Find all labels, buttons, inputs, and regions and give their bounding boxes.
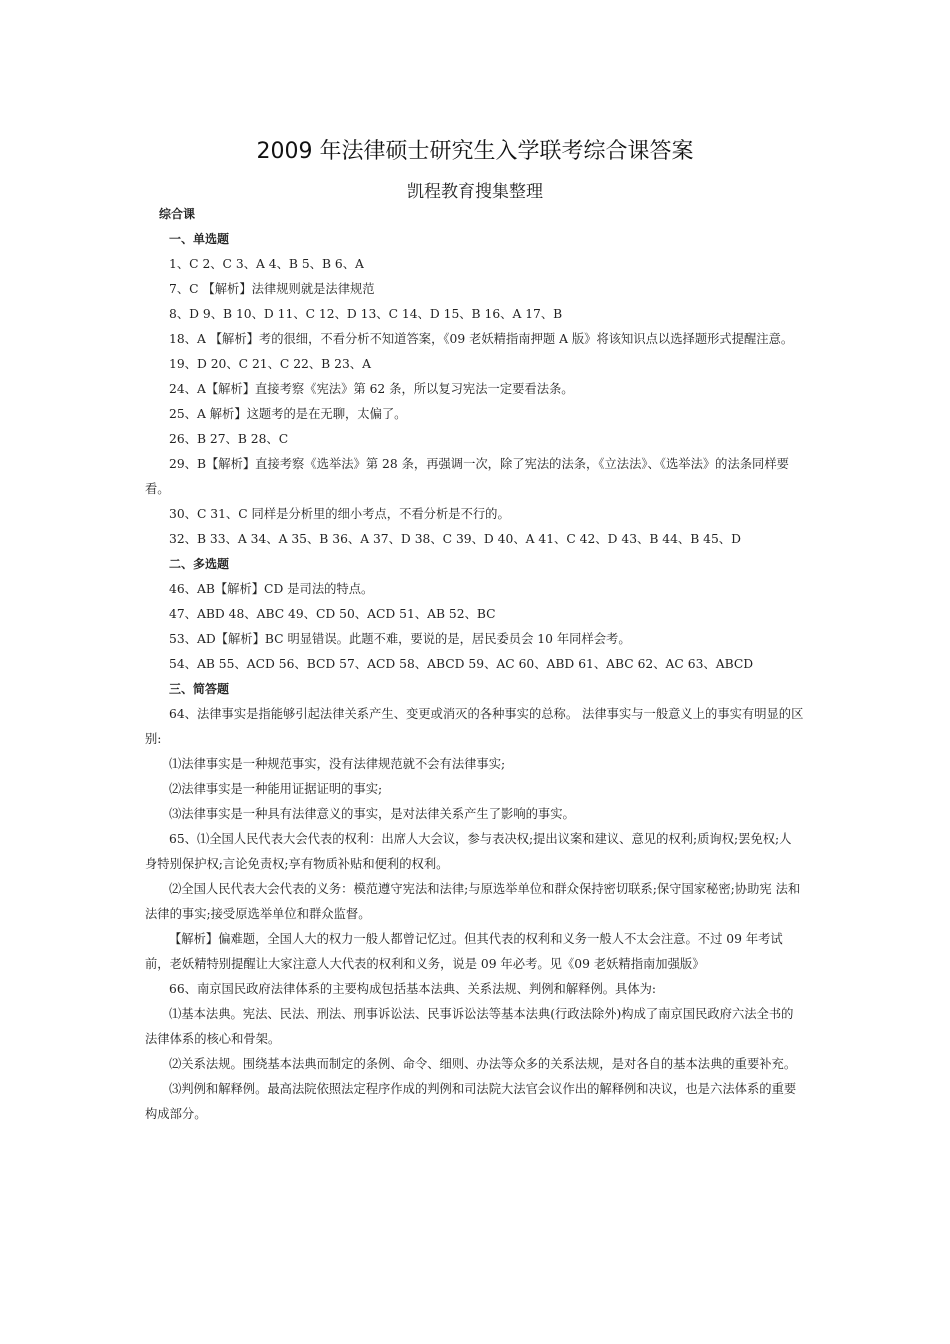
answer-paragraph: 66、南京国民政府法律体系的主要构成包括基本法典、关系法规、判例和解释例。具体为: <box>169 982 657 996</box>
answer-paragraph: ⑵全国人民代表大会代表的义务：模范遵守宪法和法律;与原选举单位和群众保持密切联系;保守国家秘密;协助宪 法和法律的事实;接受原选举单位和群众监督。 <box>145 882 801 921</box>
answer-line: 32、B 33、A 34、A 35、B 36、A 37、D 38、C 39、D 40、A 41、C 42、D 43、B 44、B 45、D <box>169 532 741 546</box>
document-subtitle: 凯程教育搜集整理 <box>407 182 543 202</box>
answer-paragraph: ⑴法律事实是一种规范事实，没有法律规范就不会有法律事实; <box>169 757 506 771</box>
answer-line: 26、B 27、B 28、C <box>169 432 289 446</box>
answer-line: 18、A 【解析】考的很细，不看分析不知道答案，《09 老妖精指南押题 A 版》将该知识点以选择题形式提醒注意。 <box>169 332 794 346</box>
answer-line: 53、AD【解析】BC 明显错误。此题不难，要说的是，居民委员会 10 年同样会考。 <box>169 632 631 646</box>
part3-heading: 三、简答题 <box>169 682 230 696</box>
answer-line: 30、C 31、C 同样是分析里的细小考点，不看分析是不行的。 <box>169 507 510 521</box>
answer-paragraph: ⑶判例和解释例。最高法院依照法定程序作成的判例和司法院大法官会议作出的解释例和决议，也是六法体系的重要 构成部分。 <box>145 1082 797 1121</box>
answer-paragraph: 【解析】偏难题，全国人大的权力一般人都曾记忆过。但其代表的权利和义务一般人不太会注意。不过 09 年考试前，老妖精特别提醒让大家注意人大代表的权利和义务，说是 09 年必考。见《09 老妖精指南加强版》 <box>145 932 783 971</box>
section-heading: 综合课 <box>159 207 196 221</box>
answer-paragraph: 64、法律事实是指能够引起法律关系产生、变更或消灭的各种事实的总称。 法律事实与一般意义上的事实有明显的区别: <box>145 707 804 746</box>
document-body <box>145 202 805 1127</box>
answer-line: 46、AB【解析】CD 是司法的特点。 <box>169 582 374 596</box>
answer-line: 47、ABD 48、ABC 49、CD 50、ACD 51、AB 52、BC <box>169 607 496 621</box>
answer-line: 1、C 2、C 3、A 4、B 5、B 6、A <box>169 257 364 271</box>
answer-paragraph: ⑶法律事实是一种具有法律意义的事实，是对法律关系产生了影响的事实。 <box>169 807 575 821</box>
document-title: 2009 年法律硕士研究生入学联考综合课答案 <box>256 139 694 164</box>
answer-paragraph: ⑵关系法规。围绕基本法典而制定的条例、命令、细则、办法等众多的关系法规，是对各自的基本法典的重要补充。 <box>169 1057 797 1071</box>
answer-line: 29、B【解析】直接考察《选举法》第 28 条，再强调一次，除了宪法的法条，《立法法》、《选举法》的法条同样要看。 <box>145 457 789 496</box>
answer-paragraph: 65、⑴全国人民代表大会代表的权利：出席人大会议，参与表决权;提出议案和建议、意见的权利;质询权;罢免权;人 身特别保护权;言论免责权;享有物质补贴和便利的权利。 <box>145 832 792 871</box>
part2-heading: 二、多选题 <box>169 557 230 571</box>
answer-paragraph: ⑴基本法典。宪法、民法、刑法、刑事诉讼法、民事诉讼法等基本法典(行政法除外)构成了南京国民政府六法全书的 法律体系的核心和骨架。 <box>145 1007 794 1046</box>
answer-paragraph: ⑵法律事实是一种能用证据证明的事实; <box>169 782 383 796</box>
answer-line: 7、C 【解析】法律规则就是法律规范 <box>169 282 375 296</box>
answer-line: 24、A【解析】直接考察《宪法》第 62 条，所以复习宪法一定要看法条。 <box>169 382 574 396</box>
answer-line: 54、AB 55、ACD 56、BCD 57、ACD 58、ABCD 59、AC 60、ABD 61、ABC 62、AC 63、ABCD <box>169 657 754 671</box>
answer-line: 19、D 20、C 21、C 22、B 23、A <box>169 357 371 371</box>
answer-line: 25、A 解析】这题考的是在无聊，太偏了。 <box>169 407 407 421</box>
answer-line: 8、D 9、B 10、D 11、C 12、D 13、C 14、D 15、B 16、A 17、B <box>169 307 563 321</box>
part1-heading: 一、单选题 <box>169 232 230 246</box>
